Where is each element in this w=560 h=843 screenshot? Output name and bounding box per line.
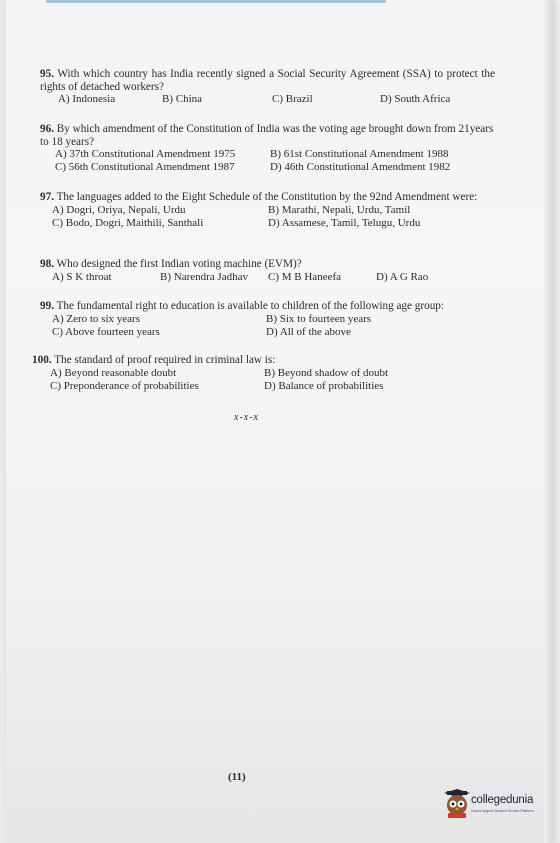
option-b: B) Beyond shadow of doubt [264,366,389,379]
question-96 [40,123,495,174]
option-d: D) 46th Constitutional Amendment 1982 [270,161,451,173]
options-row [40,271,495,284]
options-row [40,93,495,106]
question-number: 96. [40,123,54,135]
question-100 [32,354,487,393]
question-text: The languages added to the Eight Schedule of the Constitution by the 92nd Amendment were: [56,191,478,203]
options-row [32,380,487,393]
question-95 [40,68,495,106]
option-b: B) China [162,93,203,105]
mascot-owl-icon [444,789,470,819]
top-edge-line [46,0,386,3]
logo-tagline: India's largest Student Review Platform [471,809,534,813]
question-text: The fundamental right to education is available to children of the following age group: [56,300,444,312]
logo-brand-text: collegedunia [471,794,534,806]
options-row [40,326,495,339]
option-c: C) 56th Constitutional Amendment 1987 [55,161,235,173]
question-text: By which amendment of the Constitution of India was the voting age brought down from 21years to 18 years? [40,123,494,148]
page-edge-shadow [544,0,552,843]
option-b: B) Six to fourteen years [266,312,372,325]
question-98 [40,258,495,284]
option-a: A) Dogri, Oriya, Nepali, Urdu [52,203,186,216]
option-d: D) South Africa [380,93,451,105]
option-c: C) Above fourteen years [52,325,160,338]
end-marker: x-x-x [234,412,259,423]
options-row [40,204,495,217]
option-a: A) Beyond reasonable doubt [50,366,177,379]
option-a: A) Zero to six years [52,312,140,325]
options-row [40,148,495,161]
question-97 [40,191,495,230]
options-row [40,313,495,326]
question-number: 99. [40,300,54,312]
option-a: A) Indonesia [58,93,116,105]
option-b: B) 61st Constitutional Amendment 1988 [270,148,449,160]
options-row [32,367,487,380]
options-row [40,217,495,230]
option-d: D) Balance of probabilities [264,379,384,392]
option-c: C) Brazil [272,93,313,105]
question-number: 95. [40,68,54,80]
option-d: D) A G Rao [376,270,429,283]
option-d: D) All of the above [266,325,351,338]
option-c: C) M B Haneefa [268,270,342,283]
option-d: D) Assamese, Tamil, Telugu, Urdu [268,216,421,229]
exam-page [6,0,552,843]
option-c: C) Preponderance of probabilities [50,379,199,392]
option-c: C) Bodo, Dogri, Maithili, Santhali [52,216,204,229]
question-number: 100. [32,354,52,366]
options-row [40,161,495,174]
question-number: 98. [40,258,54,270]
question-text: The standard of proof required in criminal law is: [54,354,276,366]
question-text: Who designed the first Indian voting machine (EVM)? [56,258,302,270]
option-b: B) Narendra Jadhav [160,270,248,283]
collegedunia-logo [444,788,554,824]
option-b: B) Marathi, Nepali, Urdu, Tamil [268,203,411,216]
question-text: With which country has India recently signed a Social Security Agreement (SSA) to protect the rights of detached workers? [40,68,495,93]
option-a: A) S K throat [52,270,112,283]
page-number: (11) [228,771,246,783]
question-99 [40,300,495,339]
question-number: 97. [40,191,54,203]
option-a: A) 37th Constitutional Amendment 1975 [55,148,236,160]
